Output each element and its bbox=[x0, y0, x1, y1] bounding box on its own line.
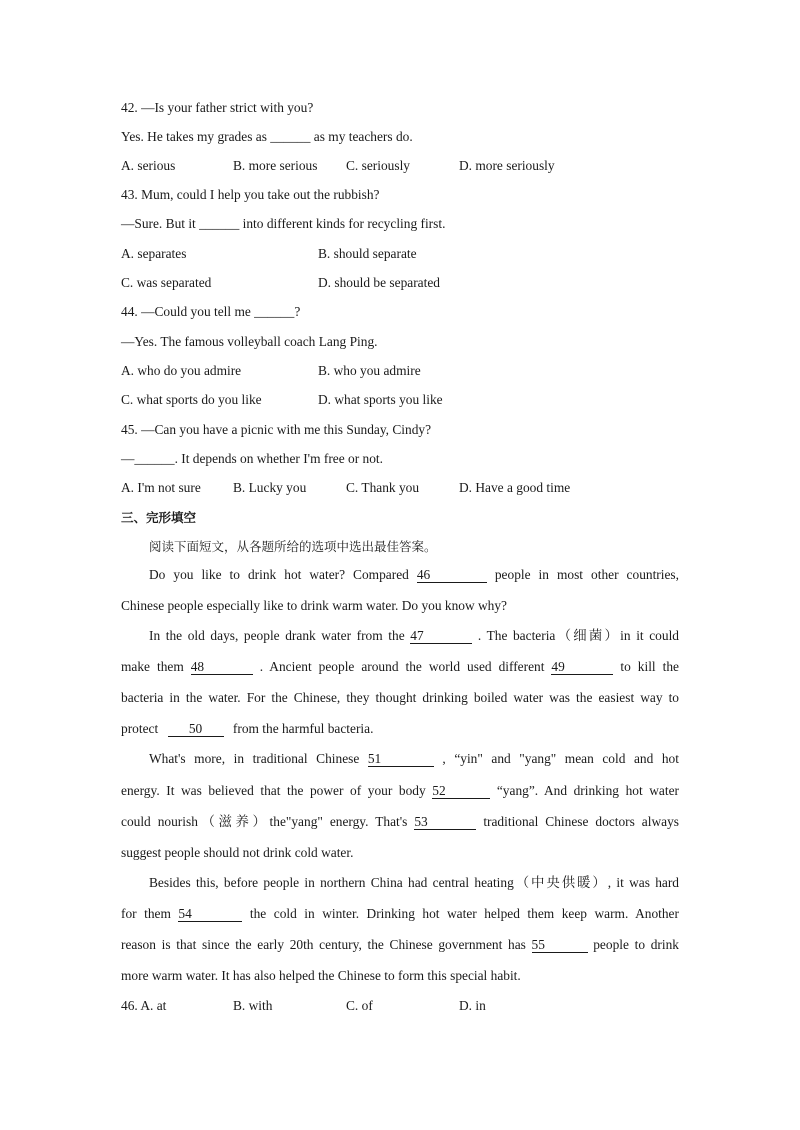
passage-text: protect bbox=[121, 721, 159, 736]
q43-option-b: B. should separate bbox=[318, 246, 417, 261]
passage-text: from the harmful bacteria. bbox=[232, 721, 374, 736]
q44-stem: 44. —Could you tell me ______? bbox=[121, 304, 301, 319]
passage-text: people to drink bbox=[593, 937, 679, 952]
passage-text: traditional Chinese doctors always bbox=[483, 814, 679, 829]
q42-option-b: B. more serious bbox=[233, 158, 318, 173]
passage-line bbox=[121, 905, 679, 923]
q44-option-c: C. what sports do you like bbox=[121, 392, 262, 407]
passage-text: What's more, in traditional Chinese bbox=[149, 751, 360, 766]
passage-line: Chinese people especially like to drink warm water. Do you know why? bbox=[121, 598, 508, 613]
passage-line bbox=[121, 627, 679, 645]
blank-49: 49 bbox=[551, 659, 613, 675]
q45-option-c: C. Thank you bbox=[346, 480, 420, 495]
blank-53: 53 bbox=[414, 814, 476, 830]
q46-option-b: B. with bbox=[233, 998, 273, 1013]
blank-55: 55 bbox=[532, 937, 588, 953]
passage-text: Do you like to drink hot water? Compared bbox=[149, 567, 409, 582]
passage-line bbox=[121, 720, 373, 738]
q42-option-a: A. serious bbox=[121, 158, 176, 173]
passage-line: more warm water. It has also helped the Chinese to form this special habit. bbox=[121, 968, 521, 983]
q45-stem: 45. —Can you have a picnic with me this Sunday, Cindy? bbox=[121, 422, 432, 437]
passage-text: . Ancient people around the world used different bbox=[259, 659, 545, 674]
passage-line bbox=[121, 782, 679, 800]
q46-option-a: 46. A. at bbox=[121, 998, 167, 1013]
q43-option-c: C. was separated bbox=[121, 275, 212, 290]
passage-text: In the old days, people drank water from the bbox=[149, 628, 405, 643]
blank-48: 48 bbox=[191, 659, 253, 675]
q44-option-d: D. what sports you like bbox=[318, 392, 443, 407]
passage-text: , “yin" and "yang" mean cold and hot bbox=[442, 751, 679, 766]
passage-text: the cold in winter. Drinking hot water helped them keep warm. Another bbox=[249, 906, 679, 921]
passage-text: make them bbox=[121, 659, 184, 674]
passage-line bbox=[121, 936, 679, 954]
q42-answer-line: Yes. He takes my grades as ______ as my teachers do. bbox=[121, 129, 413, 144]
section-instruction: 阅读下面短文，从各题所给的选项中选出最佳答案。 bbox=[149, 539, 437, 554]
passage-line bbox=[121, 750, 679, 768]
section-heading: 三、完形填空 bbox=[121, 510, 197, 525]
q44-answer-line: —Yes. The famous volleyball coach Lang Ping. bbox=[121, 334, 378, 349]
passage-text: people in most other countries, bbox=[494, 567, 679, 582]
q46-option-c: C. of bbox=[346, 998, 373, 1013]
q46-option-d: D. in bbox=[459, 998, 486, 1013]
passage-text: “yang”. And drinking hot water bbox=[496, 783, 680, 798]
q42-option-c: C. seriously bbox=[346, 158, 410, 173]
blank-51: 51 bbox=[368, 751, 434, 767]
passage-text: to kill the bbox=[620, 659, 679, 674]
q43-option-a: A. separates bbox=[121, 246, 187, 261]
blank-50: 50 bbox=[168, 721, 224, 737]
q45-option-d: D. Have a good time bbox=[459, 480, 571, 495]
q43-stem: 43. Mum, could I help you take out the rubbish? bbox=[121, 187, 380, 202]
q42-option-d: D. more seriously bbox=[459, 158, 555, 173]
blank-46: 46 bbox=[417, 567, 487, 583]
passage-line: suggest people should not drink cold water. bbox=[121, 845, 354, 860]
passage-text: . The bacteria（细菌）in it could bbox=[477, 628, 679, 643]
passage-text: for them bbox=[121, 906, 171, 921]
q43-answer-line: —Sure. But it ______ into different kinds for recycling first. bbox=[121, 216, 446, 231]
q45-option-b: B. Lucky you bbox=[233, 480, 307, 495]
q44-option-a: A. who do you admire bbox=[121, 363, 242, 378]
q45-answer-line: —______. It depends on whether I'm free or not. bbox=[121, 451, 383, 466]
passage-text: reason is that since the early 20th century, the Chinese government has bbox=[121, 937, 526, 952]
passage-line bbox=[121, 566, 679, 584]
blank-52: 52 bbox=[432, 783, 490, 799]
q42-stem: 42. —Is your father strict with you? bbox=[121, 100, 314, 115]
q45-option-a: A. I'm not sure bbox=[121, 480, 201, 495]
passage-line: bacteria in the water. For the Chinese, they thought drinking boiled water was the easiest way to bbox=[121, 690, 679, 705]
passage-text: could nourish（滋养）the"yang" energy. That's bbox=[121, 814, 408, 829]
passage-text: energy. It was believed that the power of your body bbox=[121, 783, 426, 798]
passage-line bbox=[121, 658, 679, 676]
q44-option-b: B. who you admire bbox=[318, 363, 421, 378]
q43-option-d: D. should be separated bbox=[318, 275, 440, 290]
blank-47: 47 bbox=[410, 628, 472, 644]
passage-line bbox=[121, 813, 679, 831]
blank-54: 54 bbox=[178, 906, 242, 922]
passage-line: Besides this, before people in northern China had central heating（中央供暖）, it was hard bbox=[149, 875, 679, 890]
